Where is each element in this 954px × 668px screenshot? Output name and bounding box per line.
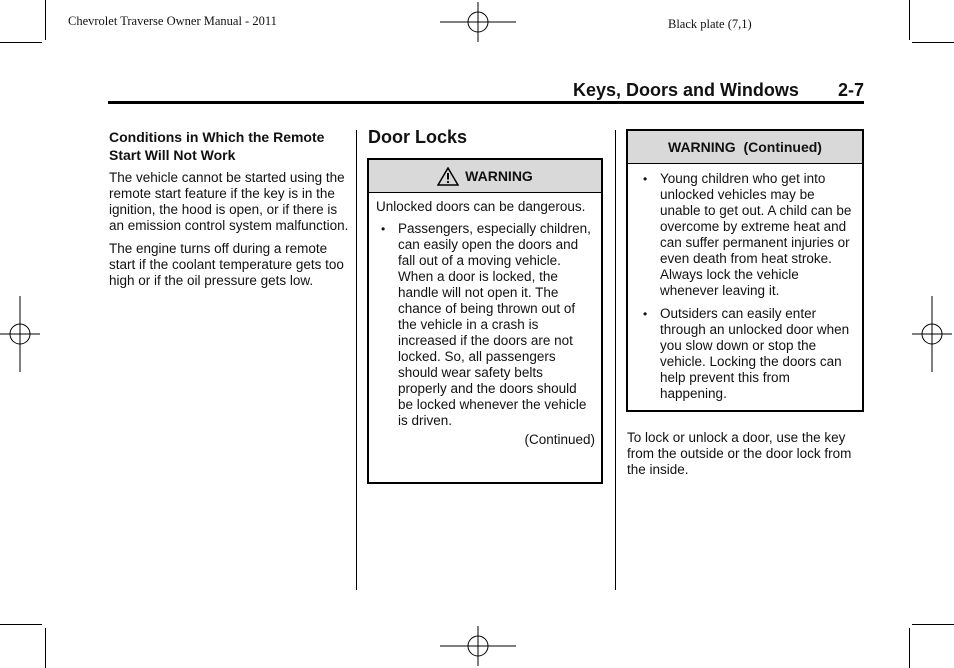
door-lock-instructions: To lock or unlock a door, use the key from the outside or the door lock from the inside. (627, 430, 852, 477)
crop-mark-top-left-v (45, 0, 46, 40)
door-locks-heading: Door Locks (368, 127, 468, 147)
registration-mark-bottom-icon (440, 626, 516, 666)
header-rule (108, 101, 864, 104)
column-1 (109, 128, 349, 296)
list-item (376, 221, 595, 429)
continued-label: (Continued) (524, 432, 595, 447)
crop-mark-bottom-right-v (909, 628, 910, 668)
bullet-icon: • (381, 222, 386, 236)
column-divider-1 (356, 130, 357, 590)
crop-mark-bottom-left-h (0, 624, 42, 625)
crop-mark-bottom-left-v (45, 628, 46, 668)
manual-title: Chevrolet Traverse Owner Manual - 2011 (68, 14, 277, 28)
column-divider-2 (615, 130, 616, 590)
list-item-text: Passengers, especially children, can easily open the doors and fall out of a moving vehicle. When a door is locked, the handle will not open it. The chance of being thrown out of the vehicle in a crash is increased if the doors are not locked. So, all passengers should wear safety belts properly and the doors should be locked whenever the vehicle is driven. (398, 221, 591, 428)
list-item-text: Outsiders can easily enter through an unlocked door when you slow down or stop the vehicle. Locking the doors can help prevent this from happening. (660, 306, 850, 401)
warning-intro: Unlocked doors can be dangerous. (376, 199, 586, 214)
warning-triangle-icon (437, 167, 459, 186)
list-item (638, 306, 856, 402)
section-title: Keys, Doors and Windows (573, 80, 799, 100)
warning-body (369, 193, 601, 448)
list-item-text: Young children who get into unlocked vehicles may be unable to get out. A child can be overcome by extreme heat and can suffer permanent injuries or even death from heat stroke. Always lock the vehicle whenever leaving it. (660, 171, 852, 298)
warning-continued-box (626, 129, 864, 412)
warning-continued-header: WARNING (Continued) (628, 131, 862, 164)
crop-mark-bottom-right-h (912, 624, 954, 625)
registration-mark-right-icon (912, 296, 952, 372)
warning-header (369, 160, 601, 193)
paragraph: The vehicle cannot be started using the remote start feature if the key is in the ignition, the hood is open, or if there is an emission control system malfunction. (109, 170, 349, 233)
paragraph: The engine turns off during a remote start if the coolant temperature gets too high or if the oil pressure gets low. (109, 241, 344, 288)
list-item (638, 171, 856, 299)
registration-mark-top-icon (440, 2, 516, 42)
plate-label: Black plate (7,1) (668, 17, 752, 31)
warning-continued-body (628, 164, 862, 402)
warning-box (367, 158, 603, 484)
warning-title: WARNING (465, 168, 533, 184)
registration-mark-left-icon (0, 296, 40, 372)
remote-start-heading: Conditions in Which the Remote Start Will Not Work (109, 129, 325, 163)
crop-mark-top-left-h (0, 42, 42, 43)
crop-mark-top-right-v (909, 0, 910, 40)
page-number: 2-7 (838, 80, 865, 100)
bullet-icon: • (643, 172, 648, 186)
crop-mark-top-right-h (912, 42, 954, 43)
bullet-icon: • (643, 307, 648, 321)
